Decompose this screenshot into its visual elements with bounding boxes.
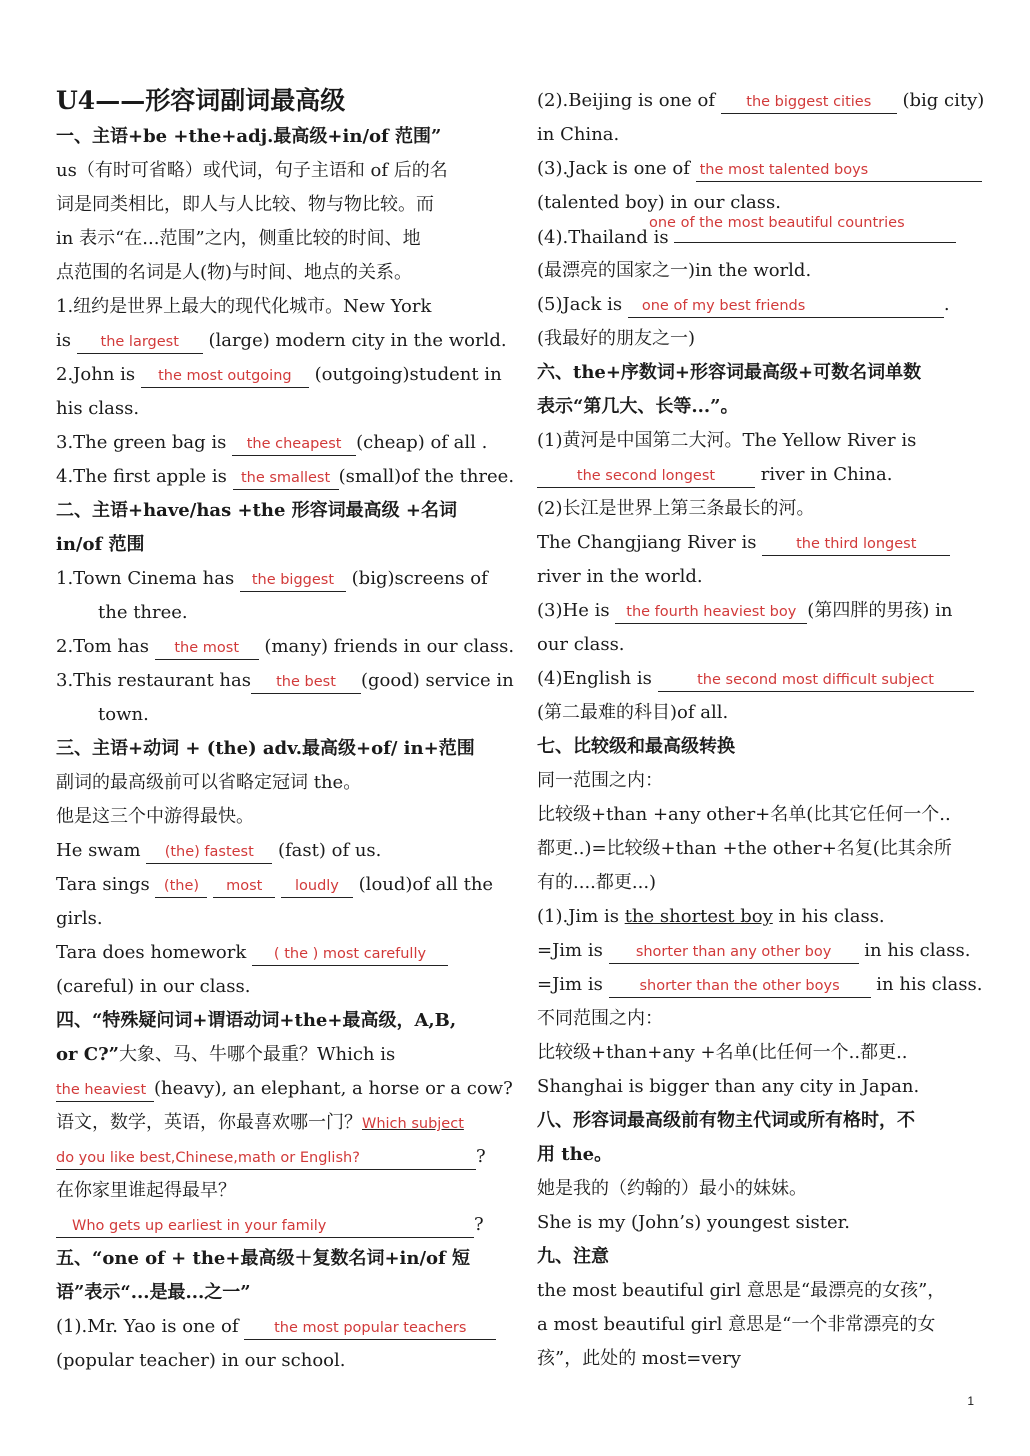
text: (loud)of all the	[352, 874, 494, 895]
text-line: 1.纽约是世界上最大的现代化城市。New York	[56, 296, 432, 317]
text: (2).Beijing is one of	[537, 90, 721, 111]
text-line: (第二最难的科目)of all.	[537, 702, 729, 723]
text-line: 她是我的（约翰的）最小的妹妹。	[537, 1178, 807, 1199]
answer-blank	[240, 569, 346, 592]
text: (outgoing)student in	[308, 364, 502, 385]
section-1-heading: 一、主语+be +the+adj.最高级+in/of 范围”	[56, 126, 442, 147]
text: (5)Jack is	[537, 294, 628, 315]
text: (4)English is	[537, 668, 658, 689]
text: (small)of the three.	[338, 466, 515, 487]
text-line: 副词的最高级前可以省略定冠词 the。	[56, 772, 362, 793]
text: 语文，数学，英语，你最喜欢哪一门？	[56, 1112, 362, 1133]
text-line: a most beautiful girl 意思是“一个非常漂亮的女	[537, 1314, 936, 1335]
section-2-heading-cont: in/of 范围	[56, 534, 145, 555]
exercise-line	[56, 834, 506, 868]
exercise-line	[56, 1208, 506, 1242]
exercise-line	[537, 662, 977, 696]
answer-blank	[56, 1147, 476, 1170]
text: The Changjiang River is	[537, 532, 763, 553]
underlined-text: the shortest boy	[624, 906, 773, 927]
text-line: his class.	[56, 398, 140, 419]
answer-text: (the) fastest	[164, 844, 254, 860]
text: Tara sings	[56, 874, 156, 895]
answer-blank	[609, 941, 859, 964]
section-4-heading-cont	[56, 1038, 506, 1072]
answer-text: the most talented boys	[699, 162, 869, 178]
exercise-line	[56, 358, 506, 392]
text-line: 比较级+than+any +名单(比任何一个..都更..	[537, 1042, 908, 1063]
answer-text: the biggest	[251, 572, 335, 588]
text-line: 都更..)=比较级+than +the other+名复(比其余所	[537, 838, 952, 859]
answer-blank	[281, 875, 353, 898]
text-line: us（有时可省略）或代词，句子主语和 of 后的名	[56, 160, 448, 181]
answer-text: the most outgoing	[158, 368, 292, 384]
text: (1).Jim is	[537, 906, 625, 927]
text-line: 他是这三个中游得最快。	[56, 806, 254, 827]
exercise-line	[56, 1310, 506, 1344]
text-line: 同一范围之内：	[537, 770, 663, 791]
text: ?	[474, 1214, 484, 1235]
text-line: (我最好的朋友之一)	[537, 328, 696, 349]
text: (3).Jack is one of	[537, 158, 696, 179]
text-line: 孩”，此处的 most=very	[537, 1348, 741, 1369]
text: (fast) of us.	[272, 840, 382, 861]
text-line: (popular teacher) in our school.	[56, 1350, 346, 1371]
section-7-heading: 七、比较级和最高级转换	[537, 736, 735, 757]
text-line: 有的....都更...)	[537, 872, 657, 893]
answer-text: do you like best,Chinese,math or English?	[56, 1150, 360, 1166]
answer-blank	[537, 465, 755, 488]
answer-blank	[696, 159, 982, 182]
text: (large) modern city in the world.	[202, 330, 507, 351]
answer-text: shorter than the other boys	[639, 978, 840, 994]
text: He swam	[56, 840, 147, 861]
text: (good) service in	[361, 670, 514, 691]
text-line: She is my (John’s) youngest sister.	[537, 1212, 850, 1233]
answer-blank	[615, 601, 807, 624]
text-line: 点范围的名词是人(物)与时间、地点的关系。	[56, 262, 413, 283]
answer-text: the most popular teachers	[274, 1320, 467, 1336]
exercise-line	[537, 152, 977, 186]
text: is	[56, 330, 77, 351]
section-5-heading: 五、“one of + the+最高级＋复数名词+in/of 短	[56, 1248, 471, 1269]
exercise-line	[537, 526, 977, 560]
text: Tara does homework	[56, 942, 252, 963]
exercise-line	[537, 288, 977, 322]
section-6-heading: 六、the+序数词+形容词最高级+可数名词单数	[537, 362, 922, 383]
answer-blank	[251, 671, 361, 694]
text: 3.The green bag is	[56, 432, 233, 453]
exercise-line	[537, 594, 977, 628]
text: (1).Mr. Yao is one of	[56, 1316, 245, 1337]
text-line: 在你家里谁起得最早？	[56, 1180, 236, 1201]
answer-text: shorter than any other boy	[635, 944, 832, 960]
exercise-line	[537, 934, 977, 968]
exercise-line	[56, 562, 506, 596]
text: =Jim is	[537, 974, 609, 995]
answer-text: Who gets up earliest in your family	[72, 1218, 327, 1234]
text-line: town.	[98, 704, 149, 725]
text: 大象、马、牛哪个最重？Which is	[118, 1044, 396, 1065]
answer-blank	[609, 975, 871, 998]
answer-text: the smallest	[240, 470, 331, 486]
answer-text: (the)	[163, 878, 200, 894]
answer-blank	[233, 467, 339, 490]
page-number: 1	[967, 1394, 974, 1408]
text-line: 比较级+than +any other+名单(比其它任何一个..	[537, 804, 951, 825]
text: 4.The first apple is	[56, 466, 233, 487]
text: (many) friends in our class.	[258, 636, 515, 657]
heading-text: or C?”	[56, 1044, 119, 1065]
text: in his class.	[772, 906, 885, 927]
text: (big)screens of	[345, 568, 488, 589]
page-title: U4——形容词副词最高级	[56, 86, 346, 115]
text-line: girls.	[56, 908, 103, 929]
answer-blank	[56, 1079, 154, 1102]
exercise-line	[537, 900, 977, 934]
exercise-line	[537, 215, 977, 254]
text: 2.John is	[56, 364, 141, 385]
answer-text: the heaviest	[56, 1082, 147, 1098]
text: (heavy), an elephant, a horse or a cow?	[154, 1078, 513, 1099]
text-line: 词是同类相比，即人与人比较、物与物比较。而	[56, 194, 434, 215]
answer-text: the second longest	[576, 468, 716, 484]
section-3-heading: 三、主语+动词 + (the) adv.最高级+of/ in+范围	[56, 738, 475, 759]
exercise-line	[56, 664, 514, 698]
exercise-line	[56, 324, 506, 358]
text: =Jim is	[537, 940, 609, 961]
section-9-heading: 九、注意	[537, 1246, 609, 1267]
text-line: river in the world.	[537, 566, 703, 587]
answer-text: most	[226, 878, 263, 894]
exercise-line	[56, 1072, 513, 1106]
answer-blank	[146, 841, 272, 864]
text-line: the most beautiful girl 意思是“最漂亮的女孩”，	[537, 1280, 946, 1301]
answer-text: one of my best friends	[641, 298, 806, 314]
exercise-line	[56, 936, 506, 970]
section-6-heading-cont: 表示“第几大、长等...”。	[537, 396, 739, 417]
exercise-line	[537, 458, 977, 492]
answer-text: ( the ) most carefully	[273, 946, 427, 962]
text-line: (2)长江是世界上第三条最长的河。	[537, 498, 815, 519]
text-line: (careful) in our class.	[56, 976, 251, 997]
answer-blank	[213, 875, 275, 898]
text-line: in China.	[537, 124, 620, 145]
answer-text: loudly	[294, 878, 339, 894]
answer-blank	[762, 533, 950, 556]
text-line: in 表示“在...范围”之内，侧重比较的时间、地	[56, 228, 421, 249]
answer-text: the fourth heaviest boy	[626, 604, 797, 620]
text-line: (1)黄河是中国第二大河。The Yellow River is	[537, 430, 917, 451]
text: (3)He is	[537, 600, 616, 621]
section-8-heading: 八、形容词最高级前有物主代词或所有格时，不	[537, 1110, 915, 1131]
text: (cheap) of all .	[356, 432, 488, 453]
text: 3.This restaurant has	[56, 670, 251, 691]
right-column	[537, 84, 985, 1376]
exercise-line	[56, 868, 506, 902]
answer-blank	[155, 875, 207, 898]
answer-text: the largest	[100, 334, 179, 350]
answer-blank	[658, 669, 974, 692]
text: 2.Tom has	[56, 636, 155, 657]
answer-text: the third longest	[796, 536, 917, 552]
text-line: our class.	[537, 634, 625, 655]
answer-blank	[244, 1317, 496, 1340]
answer-blank	[77, 331, 203, 354]
exercise-line	[537, 84, 985, 118]
section-2-heading: 二、主语+have/has +the 形容词最高级 +名词	[56, 500, 458, 521]
text: ?	[476, 1146, 486, 1167]
answer-text: the best	[276, 674, 336, 690]
exercise-line	[56, 460, 515, 494]
text: river in China.	[755, 464, 893, 485]
section-5-heading-cont: 语”表示“...是最...之一”	[56, 1282, 251, 1303]
section-4-heading: 四、“特殊疑问词+谓语动词+the+最高级，A,B,	[56, 1010, 457, 1031]
exercise-line	[537, 968, 983, 1002]
answer-blank	[721, 91, 897, 114]
answer-blank	[155, 637, 259, 660]
exercise-line	[56, 1106, 506, 1140]
exercise-line	[56, 630, 515, 664]
text: (第四胖的男孩) in	[807, 600, 953, 621]
answer-text: the cheapest	[246, 436, 342, 452]
answer-text: one of the most beautiful countries	[649, 215, 905, 231]
text: in his class.	[870, 974, 983, 995]
answer-blank	[141, 365, 309, 388]
text-line: Shanghai is bigger than any city in Japan.	[537, 1076, 920, 1097]
section-8-heading-cont: 用 the。	[537, 1144, 613, 1165]
text-line: (最漂亮的国家之一)in the world.	[537, 260, 812, 281]
answer-text: Which subject	[362, 1116, 464, 1132]
text-line: 不同范围之内：	[537, 1008, 663, 1029]
exercise-line	[56, 1140, 506, 1174]
text: in his class.	[858, 940, 971, 961]
answer-blank	[232, 433, 356, 456]
text: 1.Town Cinema has	[56, 568, 240, 589]
text: (4).Thailand is	[537, 227, 675, 248]
left-column	[56, 120, 515, 1378]
answer-text: the biggest cities	[746, 94, 872, 110]
answer-blank	[56, 1215, 474, 1238]
text-line: (talented boy) in our class.	[537, 192, 781, 213]
answer-blank	[628, 295, 944, 318]
text: .	[943, 294, 950, 315]
answer-text: the most	[174, 640, 240, 656]
exercise-line	[56, 426, 506, 460]
answer-text: the second most difficult subject	[697, 672, 934, 688]
text-line: the three.	[98, 602, 188, 623]
answer-blank	[252, 943, 448, 966]
text: (big city)	[896, 90, 985, 111]
